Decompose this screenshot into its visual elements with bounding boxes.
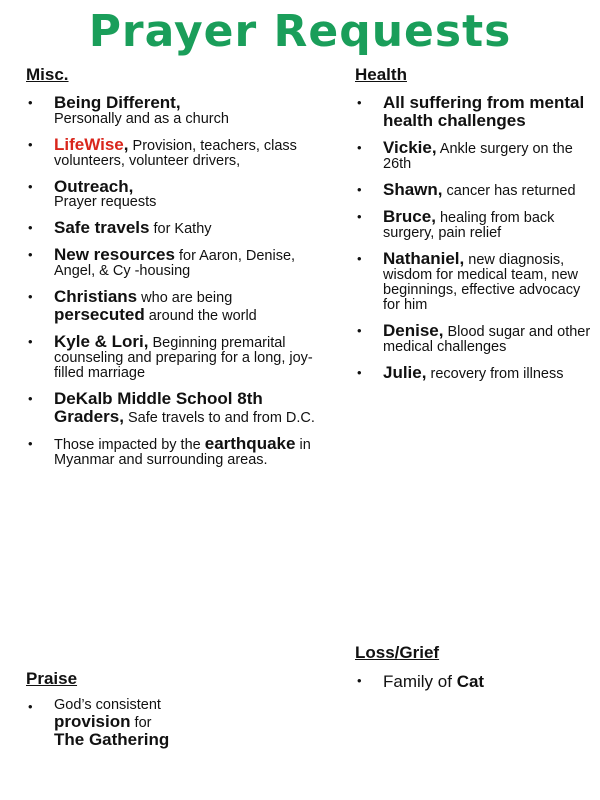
list-item: • All suffering from mental health challenges [355, 94, 595, 130]
list-item: • Christians who are being persecuted around the world [26, 288, 326, 324]
health-heading: Health [355, 65, 407, 84]
list-item: • Denise, Blood sugar and other medical challenges [355, 322, 595, 355]
loss-grief-section [355, 642, 595, 701]
praise-section [26, 668, 326, 757]
list-item: • LifeWise, Provision, teachers, class volunteers, volunteer drivers, [26, 136, 326, 169]
page-title: Prayer Requests [88, 6, 512, 57]
list-item: • Julie, recovery from illness [355, 364, 595, 382]
list-item: • God’s consistent provision for The Gathering [26, 698, 326, 748]
praise-heading: Praise [26, 669, 78, 688]
list-item: • Kyle & Lori, Beginning premarital counseling and preparing for a long, joy-filled marriage [26, 333, 326, 381]
praise-list [26, 698, 326, 748]
list-item: • Outreach, Prayer requests [26, 178, 326, 210]
health-section [355, 64, 595, 391]
health-list [355, 94, 595, 382]
list-item: • Bruce, healing from back surgery, pain relief [355, 208, 595, 241]
list-item: • DeKalb Middle School 8th Graders, Safe travels to and from D.C. [26, 390, 326, 426]
list-item: • New resources for Aaron, Denise, Angel, & Cy -housing [26, 246, 326, 279]
lifewise-label: LifeWise [54, 135, 124, 154]
misc-heading: Misc. [26, 65, 69, 84]
list-item: • Shawn, cancer has returned [355, 181, 595, 199]
misc-list [26, 94, 326, 468]
list-item: • Family of Cat [355, 672, 595, 692]
misc-section [26, 64, 326, 477]
list-item: • Those impacted by the earthquake in Myanmar and surrounding areas. [26, 435, 326, 468]
list-item: • Nathaniel, new diagnosis, wisdom for medical team, new beginnings, effective advocacy for him [355, 250, 595, 313]
loss-grief-list [355, 672, 595, 692]
list-item: • Vickie, Ankle surgery on the 26th [355, 139, 595, 172]
list-item: • Safe travels for Kathy [26, 219, 326, 237]
list-item: • Being Different, Personally and as a church [26, 94, 326, 127]
loss-grief-heading: Loss/Grief [355, 643, 440, 662]
